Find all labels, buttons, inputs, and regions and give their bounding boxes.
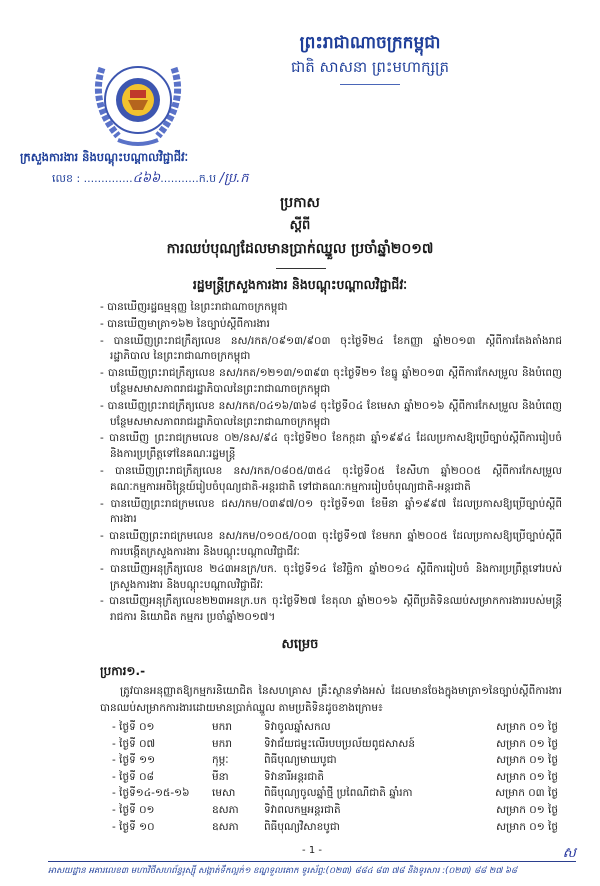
holiday-row xyxy=(112,721,562,738)
holiday-month: កុម្ភៈ xyxy=(212,754,229,767)
kingdom-heading: ព្រះរាជាណាចក្រកម្ពុជា xyxy=(299,33,441,53)
holiday-month: មេសា xyxy=(212,787,236,800)
number-value: ៤៦៦ xyxy=(132,171,161,186)
holiday-month: មករា xyxy=(212,737,232,750)
page-footer-row xyxy=(48,843,576,861)
holiday-day: - ថ្ងៃទី ១០ xyxy=(112,820,155,833)
holiday-row xyxy=(112,804,562,821)
decision-heading: សម្រេច xyxy=(281,636,319,652)
holiday-duration: សម្រាក ០១ ថ្ងៃ xyxy=(496,737,558,750)
consideration-item: - បានឃើញព្រះរាជក្រឹត្យលេខ នស/រកត/០៩១៣/៩០៣ ចុះថ្ងៃទី២៤ ខែកញ្ញា ឆ្នាំ២០១៣ ស្តីពីការតែងតាំងរាជរដ្ឋាភិបាល នៃព្រះរាជាណាចក្រកម្ពុជា xyxy=(100,334,562,363)
number-suffix: ក.ប xyxy=(198,172,217,185)
holiday-duration: សម្រាក ០១ ថ្ងៃ xyxy=(496,754,558,767)
consideration-item: - បានឃើញរដ្ឋធម្មនុញ្ញ នៃព្រះរាជាណាចក្រកម្ពុជា xyxy=(100,301,288,313)
holiday-name: ពិធីបុណ្យវិសាខបូជា xyxy=(264,820,340,833)
holiday-row xyxy=(112,821,562,838)
holiday-day: - ថ្ងៃទី ០៨ xyxy=(112,770,154,783)
document-type: ប្រកាស xyxy=(280,195,320,211)
holiday-duration: សម្រាក ០១ ថ្ងៃ xyxy=(496,803,558,816)
footer-address: អាសយដ្ឋាន អគារលេខ៣ មហាវិថីសហព័ន្ធរុស្ស៊ី សង្កាត់ទឹកល្អក់១ ខណ្ឌទួលគោក ទូរស័ព្ទ:(០២៣) ៨៨៤ ៨៣ ៧៨ និងទូរសារ :(០២៣) ៨៨ ២៧ ៦៨ xyxy=(48,866,518,877)
ornament-divider xyxy=(340,84,400,85)
holiday-duration: សម្រាក ០៣ ថ្ងៃ xyxy=(495,787,558,800)
number-handwritten: /ប្រ.ក xyxy=(219,171,249,186)
consideration-item: - បានឃើញព្រះរាជក្រឹត្យលេខ នស/រកត/០៤១៦/៣៦៨ ចុះថ្ងៃទី០៤ ខែមេសា ឆ្នាំ២០១៦ ស្តីពីការកែសម្រួល និងបំពេញបន្ថែមសមាសភាពរាជរដ្ឋាភិបាលនៃព្រះរាជាណាចក្រកម្ពុជា xyxy=(100,399,562,428)
holiday-month: មករា xyxy=(212,720,232,733)
issuing-ministry: ក្រសួងការងារ និងបណ្តុះបណ្តាលវិជ្ជាជីវៈ xyxy=(20,150,189,164)
title-divider xyxy=(276,268,326,269)
holiday-row xyxy=(112,738,562,755)
document-body xyxy=(0,150,600,886)
article-heading: ប្រការ១.- xyxy=(100,663,146,678)
holiday-name: ទិវាជ័យជម្នះលើរបបប្រល័យពូជសាសន៍ xyxy=(264,737,416,750)
holiday-row xyxy=(112,771,562,788)
holiday-duration: សម្រាក ០១ ថ្ងៃ xyxy=(496,770,558,783)
holiday-table xyxy=(112,721,562,837)
consideration-item: - បានឃើញ ព្រះរាជក្រមលេខ ០២/នស/៩៤ ចុះថ្ងៃទី២០ ខែកក្កដា ឆ្នាំ១៩៩៤ ដែលប្រកាសឱ្យប្រើច្បាប់ស្តីពីការរៀបចំ និងការប្រព្រឹត្តទៅនៃគណៈរដ្ឋមន្ត្រី xyxy=(100,432,562,461)
consideration-item: - បានឃើញព្រះរាជក្រមលេខ ជស/រកម/០៣៩៧/០១ ចុះថ្ងៃទី១៣ ខែមីនា ឆ្នាំ១៩៩៧ ដែលប្រកាសឱ្យប្រើច្បាប់ស្តីពីការងារ xyxy=(100,497,562,526)
holiday-month: ឧសភា xyxy=(212,803,239,816)
document-subject: ការឈប់បុណ្យដែលមានប្រាក់ឈ្នួល ប្រចាំឆ្នាំ២០១៧ xyxy=(166,241,434,257)
holiday-day: - ថ្ងៃទី ១១ xyxy=(112,754,156,767)
consideration-item: - បានឃើញព្រះរាជក្រឹត្យលេខ នស/រកត/០៨០៥/៣៥៤ ចុះថ្ងៃទី០៥ ខែសីហា ឆ្នាំ២០០៥ ស្តីពីការកែសម្រួលគណៈកម្មការអចិន្ត្រៃយ៍រៀបចំបុណ្យជាតិ-អន្តរជាតិ ទៅជាគណៈកម្មការរៀបចំបុណ្យជាតិ-អន្តរជាតិ xyxy=(100,464,562,493)
holiday-name: ពិធីបុណ្យមាឃបូជា xyxy=(264,754,337,767)
motto: ជាតិ សាសនា ព្រះមហាក្សត្រ xyxy=(290,58,450,76)
consideration-item: - បានឃើញព្រះរាជក្រឹត្យលេខ នស/រកត/១២១៣/១៣៩៣ ចុះថ្ងៃទី២១ ខែធ្នូ ឆ្នាំ២០១៣ ស្តីពីការកែសម្រួល និងបំពេញបន្ថែមសមាសភាពរាជរដ្ឋាភិបាលនៃព្រះរាជាណាចក្រកម្ពុជា xyxy=(100,367,562,395)
holiday-duration: សម្រាក ០១ ថ្ងៃ xyxy=(496,720,558,733)
holiday-day: - ថ្ងៃទី១៤-១៥-១៦ xyxy=(112,787,190,800)
holiday-row xyxy=(112,787,562,804)
initial-mark: ស xyxy=(562,845,576,862)
holiday-name: ពិធីបុណ្យចូលឆ្នាំថ្មី ប្រពៃណីជាតិ ឆ្នាំរកា xyxy=(264,787,413,800)
holiday-name: ទិវានារីអន្តរជាតិ xyxy=(264,770,324,783)
ministry-logo xyxy=(88,48,188,148)
considerations-list xyxy=(100,300,562,626)
holiday-name: ទិវាចូលឆ្នាំសកល xyxy=(264,720,331,733)
holiday-duration: សម្រាក ០១ ថ្ងៃ xyxy=(496,820,558,833)
holiday-day: - ថ្ងៃទី ០៧ xyxy=(112,737,156,750)
holiday-month: មីនា xyxy=(212,770,229,783)
document-about: ស្តីពី xyxy=(289,218,311,233)
holiday-day: - ថ្ងៃទី ០១ xyxy=(112,720,155,733)
holiday-row xyxy=(112,754,562,771)
footer-divider xyxy=(48,861,576,862)
minister-heading: រដ្ឋមន្ត្រីក្រសួងការងារ និងបណ្តុះបណ្តាលវិជ្ជាជីវៈ xyxy=(192,277,408,292)
number-label: លេខ : xyxy=(52,172,81,185)
document-number: លេខ : ..............៤៦៦...........ក.ប /ប្រ.ក xyxy=(52,171,249,186)
holiday-month: ឧសភា xyxy=(212,820,239,833)
page-number: - 1 - xyxy=(302,845,322,857)
consideration-item: - បានឃើញអនុក្រឹត្យលេខ ២៤៣អនក្រ/បក. ចុះថ្ងៃទី១៤ ខែវិច្ឆិកា ឆ្នាំ២០១៤ ស្តីពីការរៀបចំ និងការប្រព្រឹត្តទៅរបស់ក្រសួងការងារ និងបណ្តុះបណ្តាលវិជ្ជាជីវៈ xyxy=(100,562,562,591)
holiday-name: ទិវាពលកម្មអន្តរជាតិ xyxy=(264,803,341,816)
holiday-day: - ថ្ងៃទី ០១ xyxy=(112,803,155,816)
article-text: ត្រូវបានអនុញ្ញាតឱ្យកម្មករនិយោជិត នៃសហគ្រាស គ្រឹះស្ថានទាំងអស់ ដែលមានចែងក្នុងមាត្រា១នៃច្បាប់ស្តីពីការងារ បានឈប់សម្រាកការងារដោយមានប្រាក់ឈ្នួល តាមប្រតិទិនដូចខាងក្រោម៖ xyxy=(100,684,562,714)
consideration-item: - បានឃើញអនុក្រឹត្យលេខ២២៣អនក្រ.បក ចុះថ្ងៃទី២៧ ខែតុលា ឆ្នាំ២០១៦ ស្តីពីប្រតិទិនឈប់សម្រាកការងាររបស់មន្ត្រីរាជការ និយោជិត កម្មករ ប្រចាំឆ្នាំ២០១៧។ xyxy=(100,595,562,624)
consideration-item: - បានឃើញព្រះរាជក្រមលេខ នស/រកម/០១០៥/០០៣ ចុះថ្ងៃទី១៧ ខែមករា ឆ្នាំ២០០៥ ដែលប្រកាសឱ្យប្រើច្បាប់ស្តីពីការបង្កើតក្រសួងការងារ និងបណ្តុះបណ្តាលវិជ្ជាជីវៈ xyxy=(100,530,562,558)
consideration-item: - បានឃើញមាត្រា១៦២ នៃច្បាប់ស្តីពីការងារ xyxy=(100,317,270,330)
